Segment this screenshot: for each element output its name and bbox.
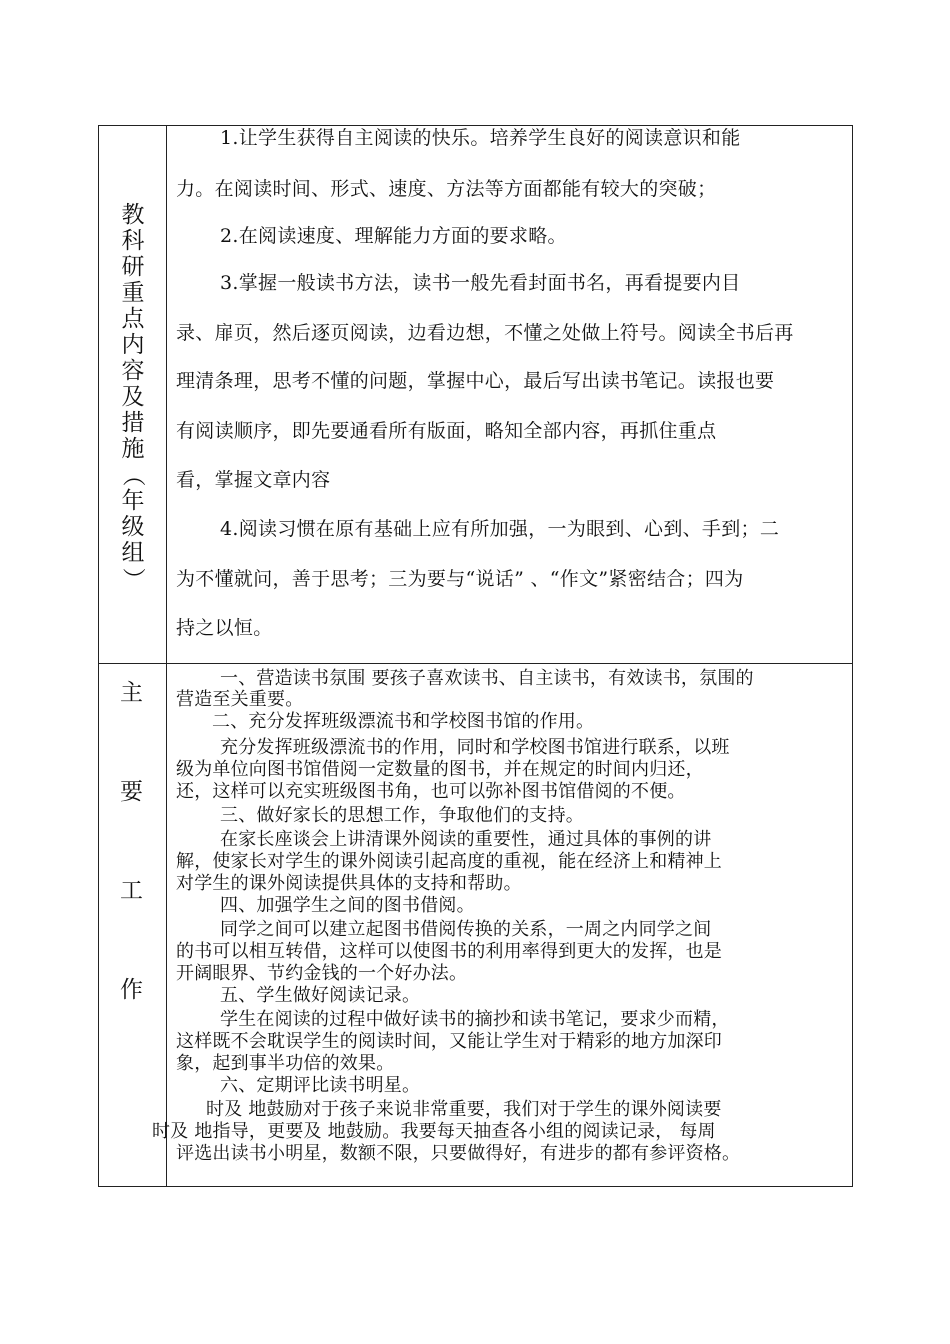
label-char: 要 <box>120 779 143 805</box>
research-focus-content <box>167 126 852 663</box>
label-char: 容 <box>121 358 145 384</box>
text-line: 3.掌握一般读书方法，读书一般先看封面书名，再看提要内目 <box>220 272 741 294</box>
label-char: 级 <box>121 514 145 540</box>
label-char: 施 <box>121 436 145 462</box>
text-line: 这样既不会耽误学生的阅读时间，又能让学生对于精彩的地方加深印 <box>176 1031 722 1052</box>
text-line: 看，掌握文章内容 <box>176 469 331 491</box>
text-line: 时及 地鼓励对于孩子来说非常重要，我们对于学生的课外阅读要 <box>206 1099 722 1120</box>
label-char: 组 <box>121 540 145 566</box>
label-char: 重 <box>121 280 145 306</box>
label-char: 研 <box>121 254 145 280</box>
text-line: 解，使家长对学生的课外阅读引起高度的重视，能在经济上和精神上 <box>176 851 722 872</box>
plan-table <box>98 125 853 1187</box>
text-line: 象，起到事半功倍的效果。 <box>176 1053 395 1074</box>
text-line: 持之以恒。 <box>176 617 273 639</box>
text-line: 三、做好家长的思想工作，争取他们的支持。 <box>220 805 584 826</box>
text-line: 对学生的课外阅读提供具体的支持和帮助。 <box>176 873 522 894</box>
research-focus-label <box>118 202 148 592</box>
text-line: 开阔眼界、节约金钱的一个好办法。 <box>176 963 468 984</box>
text-line: 有阅读顺序，即先要通看所有版面，略知全部内容，再抓住重点 <box>176 420 717 442</box>
text-line: 为不懂就问，善于思考；三为要与“说话” 、“作文”紧密结合；四为 <box>176 568 744 590</box>
label-char: 科 <box>121 228 145 254</box>
research-focus-label-cell <box>99 126 167 663</box>
label-paren-open: （ <box>120 463 146 487</box>
research-focus-row <box>99 126 852 664</box>
text-line: 营造至关重要。 <box>176 689 304 710</box>
text-line: 还，这样可以充实班级图书角，也可以弥补图书馆借阅的不便。 <box>176 781 686 802</box>
text-line: 级为单位向图书馆借阅一定数量的图书，并在规定的时间内归还， <box>176 759 704 780</box>
text-line: 充分发挥班级漂流书的作用，同时和学校图书馆进行联系，以班 <box>220 737 730 758</box>
main-work-row <box>99 663 852 1186</box>
text-line: 评选出读书小明星，数额不限，只要做得好，有进步的都有参评资格。 <box>176 1143 741 1164</box>
text-line: 五、学生做好阅读记录。 <box>220 985 421 1006</box>
text-line: 力。在阅读时间、形式、速度、方法等方面都能有较大的突破； <box>176 178 717 200</box>
label-char: 教 <box>121 202 145 228</box>
text-line: 1.让学生获得自主阅读的快乐。培养学生良好的阅读意识和能 <box>220 127 741 149</box>
label-char: 主 <box>120 680 143 706</box>
text-line: 的书可以相互转借，这样可以使图书的利用率得到更大的发挥，也是 <box>176 941 722 962</box>
main-work-label-cell <box>99 663 167 1186</box>
label-char: 及 <box>121 384 145 410</box>
label-char: 点 <box>121 306 145 332</box>
text-line: 录、扉页，然后逐页阅读，边看边想，不懂之处做上符号。阅读全书后再 <box>176 322 794 344</box>
text-line: 一、营造读书氛围 要孩子喜欢读书、自主读书，有效读书，氛围的 <box>220 668 754 689</box>
label-char: 措 <box>121 410 145 436</box>
text-line: 二、充分发挥班级漂流书和学校图书馆的作用。 <box>212 711 595 732</box>
text-line: 六、定期评比读书明星。 <box>220 1075 421 1096</box>
text-line: 4.阅读习惯在原有基础上应有所加强，一为眼到、心到、手到；二 <box>220 518 780 540</box>
label-char: 年 <box>121 488 145 514</box>
text-line: 学生在阅读的过程中做好读书的摘抄和读书笔记，要求少而精， <box>220 1009 730 1030</box>
main-work-content <box>152 663 852 1186</box>
label-char: 内 <box>121 332 145 358</box>
text-line: 同学之间可以建立起图书借阅传换的关系，一周之内同学之间 <box>220 919 712 940</box>
label-char: 作 <box>120 977 143 1003</box>
text-line: 理清条理，思考不懂的问题，掌握中心，最后写出读书笔记。读报也要 <box>176 370 775 392</box>
label-char: 工 <box>120 878 143 904</box>
text-line: 四、加强学生之间的图书借阅。 <box>220 895 475 916</box>
text-line: 时及 地指导，更要及 地鼓励。我要每天抽查各小组的阅读记录， 每周 <box>152 1121 716 1142</box>
label-paren-close: ） <box>120 567 146 591</box>
text-line: 2.在阅读速度、理解能力方面的要求略。 <box>220 225 567 247</box>
text-line: 在家长座谈会上讲清课外阅读的重要性，通过具体的事例的讲 <box>220 829 712 850</box>
